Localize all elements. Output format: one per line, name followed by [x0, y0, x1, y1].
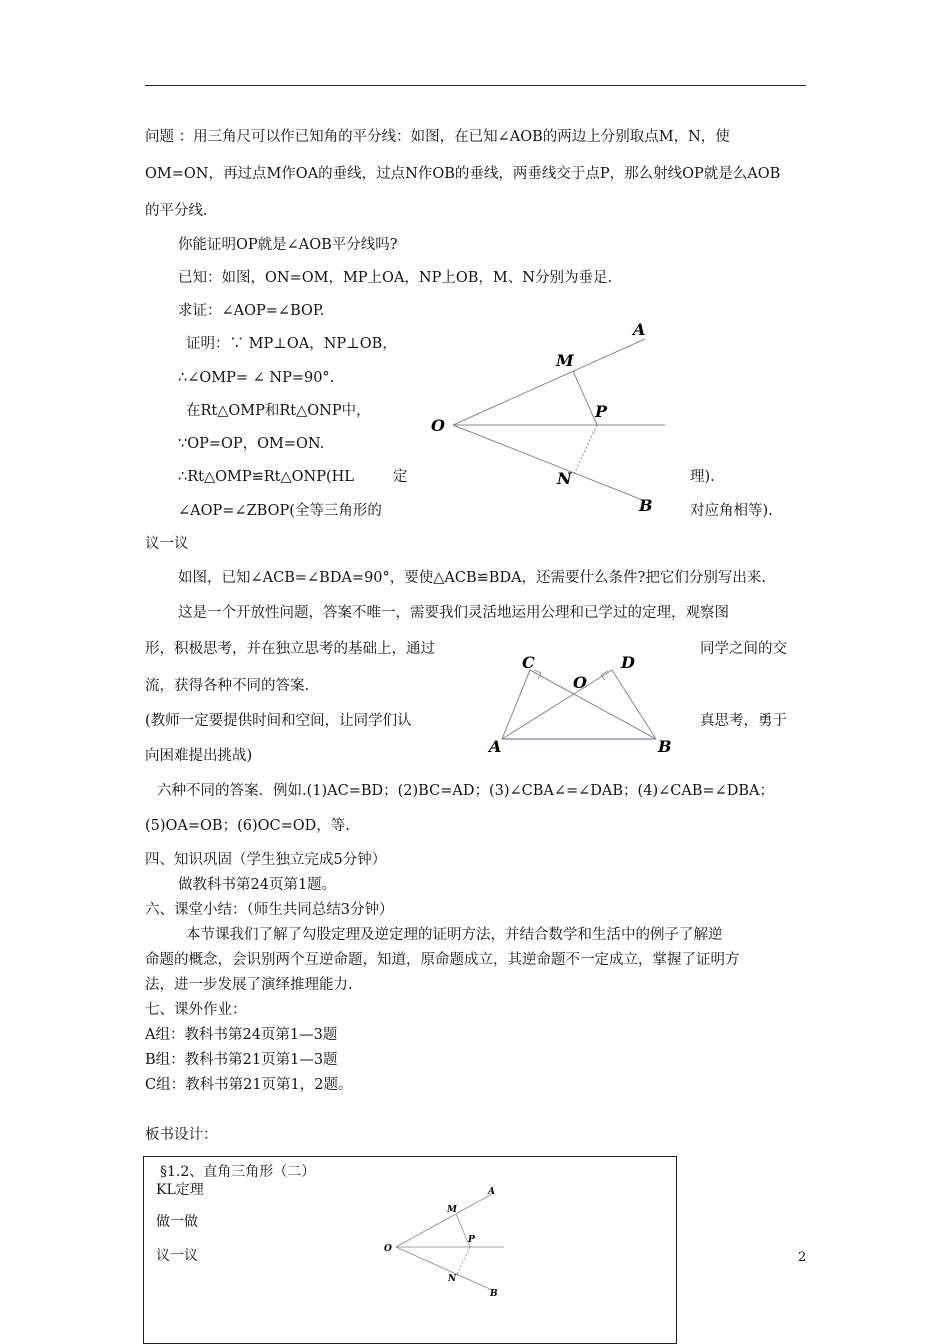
label-p: P — [595, 402, 608, 421]
consolidate-line: 做教科书第24页第1题。 — [178, 877, 337, 893]
section-summary: 六、课堂小结：（师生共同总结3分钟） — [145, 902, 394, 918]
segment-ac — [502, 670, 530, 739]
discuss-line5a: (教师一定要提供时间和空间，让同学们认 — [145, 713, 412, 729]
discuss-line1: 如图，已知∠ACB=∠BDA=90°，要使△ACB≌BDA，还需要什么条件?把它们分别写出来. — [178, 570, 766, 586]
proof-line6a: ∠AOP=∠ZBOP(全等三角形的 — [178, 503, 382, 519]
proof-line1: 证明：∵ MP⊥OA，NP⊥OB， — [186, 336, 397, 352]
section-consolidate: 四、知识巩固（学生独立完成5分钟） — [145, 852, 387, 868]
para-problem-line3: 的平分线. — [145, 203, 208, 219]
proof-line2: ∴∠OMP= ∠ NP=90°. — [178, 370, 335, 386]
board-segment-np — [456, 1247, 470, 1276]
proof-line5a: ∴Rt△OMP≌Rt△ONP(HL — [178, 469, 354, 485]
board-ray-oa — [396, 1194, 492, 1247]
discuss-line3b: 同学之间的交 — [700, 641, 787, 657]
board-ray-ob — [396, 1247, 492, 1290]
given-line: 已知：如图，ON=OM，MP上OA，NP上OB，M、N分别为垂足. — [178, 270, 613, 286]
summary-line2: 命题的概念，会识别两个互逆命题，知道，原命题成立，其逆命题不一定成立，掌握了证明方 — [145, 952, 740, 968]
board-label-a: A — [488, 1187, 495, 1197]
board-item-theorem: KL定理 — [156, 1182, 204, 1198]
discuss-line5b: 真思考，勇于 — [700, 713, 787, 729]
label-c: C — [522, 653, 535, 672]
ray-ob — [453, 425, 645, 501]
label-a: A — [633, 320, 646, 339]
proof-line5c: 理). — [690, 469, 715, 485]
board-item-discuss: 议一议 — [156, 1248, 198, 1264]
segment-np — [573, 425, 597, 476]
page-number: 2 — [798, 1250, 807, 1265]
question-line: 你能证明OP就是∠AOB平分线吗? — [178, 237, 398, 253]
answers-line2: (5)OA=OB；(6)OC=OD，等. — [145, 818, 350, 834]
summary-line1: 本节课我们了解了勾股定理及逆定理的证明方法，并结合数学和生活中的例子了解逆 — [186, 927, 723, 943]
discuss-line4: 流，获得各种不同的答案. — [145, 678, 310, 694]
prove-line: 求证：∠AOP=∠BOP. — [178, 303, 325, 319]
label-a: A — [489, 737, 502, 756]
segment-db — [612, 670, 656, 739]
homework-c: C组：教科书第21页第1，2题。 — [145, 1077, 353, 1093]
segment-cb — [530, 670, 656, 739]
label-d: D — [621, 653, 635, 672]
segment-ad — [502, 670, 612, 739]
board-design-box — [143, 1156, 677, 1344]
ray-oa — [453, 339, 645, 425]
label-b: B — [658, 737, 672, 756]
board-design-label: 板书设计： — [145, 1127, 218, 1143]
homework-b: B组：教科书第21页第1—3题 — [145, 1052, 338, 1068]
board-bisector-figure — [380, 1183, 510, 1299]
right-triangles-figure — [484, 648, 684, 760]
segment-mp — [573, 371, 597, 425]
right-angle-d — [601, 671, 608, 680]
proof-line4: ∵OP=OP，OM=ON. — [178, 436, 325, 452]
answers-line1: 六种不同的答案．例如.(1)AC=BD；(2)BC=AD；(3)∠CBA∠=∠DAB；(4)∠CAB=∠DBA； — [157, 783, 775, 799]
angle-bisector-figure — [425, 318, 675, 518]
board-label-b: B — [490, 1289, 498, 1299]
discuss-line3a: 形，积极思考，并在独立思考的基础上，通过 — [145, 641, 435, 657]
section-homework: 七、课外作业： — [145, 1002, 247, 1018]
summary-line3: 法，进一步发展了演绎推理能力. — [145, 977, 353, 993]
board-item-try: 做一做 — [156, 1214, 198, 1230]
board-title: §1.2、直角三角形（二） — [160, 1164, 316, 1180]
board-label-p: P — [468, 1235, 475, 1245]
board-label-m: M — [447, 1205, 457, 1215]
label-n: N — [557, 469, 572, 488]
discuss-line2: 这是一个开放性问题，答案不唯一，需要我们灵活地运用公理和已学过的定理，观察图 — [178, 605, 729, 621]
label-o: O — [573, 673, 587, 692]
label-o: O — [431, 416, 445, 435]
discuss-line6: 向困难提出挑战) — [145, 748, 253, 764]
proof-line6b: 对应角相等). — [690, 503, 773, 519]
para-problem-line1: 问题 ：用三角尺可以作已知角的平分线：如图，在已知∠AOB的两边上分别取点M，N，使 — [145, 129, 730, 145]
header-rule — [145, 85, 806, 86]
label-m: M — [556, 351, 574, 370]
homework-a: A组：教科书第24页第1—3题 — [145, 1027, 338, 1043]
para-problem-line2: OM=ON，再过点M作OA的垂线，过点N作OB的垂线，两垂线交于点P，那么射线OP就是么AOB — [145, 166, 781, 182]
label-b: B — [639, 496, 653, 515]
proof-line3: 在Rt△OMP和Rt△ONP中， — [186, 403, 371, 419]
board-label-n: N — [448, 1274, 457, 1284]
board-label-o: O — [384, 1244, 392, 1254]
proof-line5b: 定 — [393, 469, 408, 485]
section-discuss: 议一议 — [145, 536, 189, 552]
